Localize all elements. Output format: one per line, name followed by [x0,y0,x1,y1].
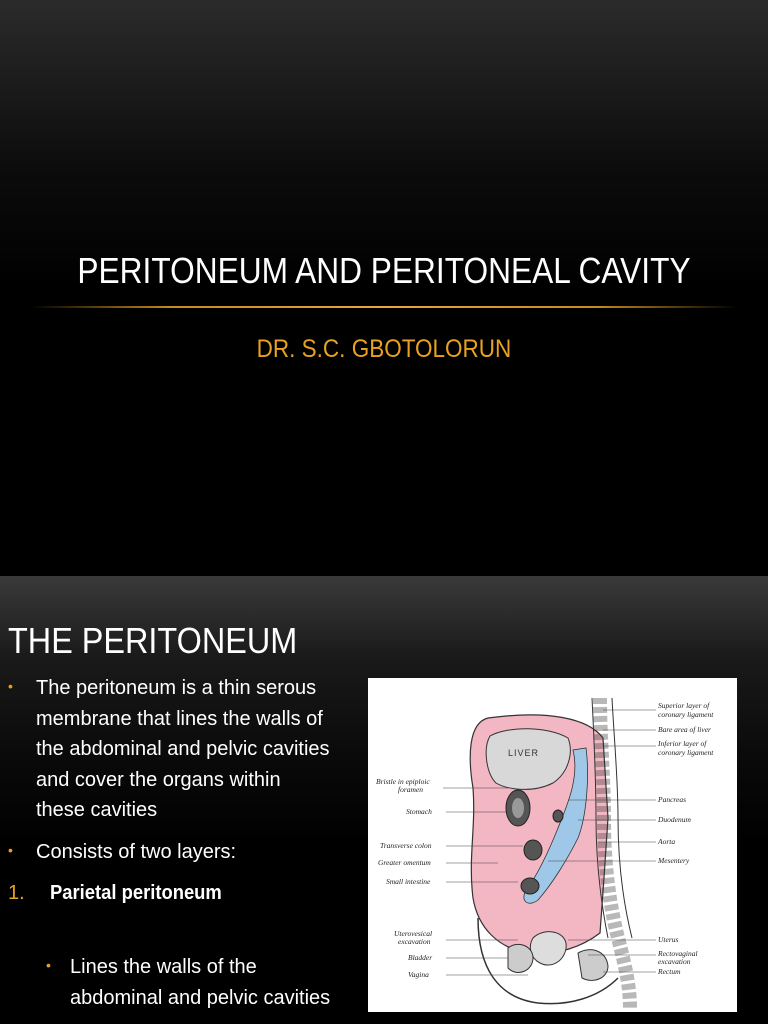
bullet-line: abdominal and pelvic cavities [70,986,331,1009]
label-excavation-2: excavation [658,957,691,966]
label-superior-layer: Superior layer of [658,701,710,710]
bullet-line: the abdominal and pelvic cavities [36,738,330,760]
colon-shape [524,840,542,860]
label-mesentery: Mesentery [658,856,690,865]
bullet-icon: • [8,678,13,694]
bullet-icon: • [46,957,51,973]
label-transverse-colon: Transverse colon [380,841,432,850]
label-greater-omentum: Greater omentum [378,858,431,867]
slide-title: PERITONEUM AND PERITONEAL CAVITY [77,250,691,291]
label-bristle: Bristle in epiploic [376,777,430,786]
label-aorta: Aorta [658,837,676,846]
pancreas-shape [553,810,563,822]
label-small-intestine: Small intestine [386,877,431,886]
bullet-line: and cover the organs within [36,768,281,791]
label-foramen: foramen [398,785,423,794]
label-coronary-ligament-2: coronary ligament [658,748,714,757]
label-rectum: Rectum [658,967,681,976]
label-coronary-ligament: coronary ligament [658,710,714,719]
bullet-line: Lines the walls of the [70,956,257,978]
bullet-line: these cavities [36,799,158,821]
bullet-line: The peritoneum is a thin serous [36,677,317,699]
bullet-text: Consists of two layers: [36,841,237,863]
label-vagina: Vagina [408,970,429,979]
bullet-icon: • [8,842,13,858]
bladder-shape [508,944,533,972]
stomach-lumen [512,798,524,818]
item-number: 1. [8,882,25,904]
label-bladder: Bladder [408,953,433,962]
slide-title: THE PERITONEUM [8,620,298,661]
small-intestine-shape [521,878,539,894]
spine-line [612,698,632,938]
label-bare-area: Bare area of liver [658,725,711,734]
title-divider [30,306,738,308]
label-stomach: Stomach [406,807,432,816]
diagram-svg [368,678,737,1012]
content-slide [0,576,768,1024]
label-excavation: excavation [398,937,431,946]
label-uterovesical: Uterovesical [394,929,433,938]
label-duodenum: Duodenum [658,815,691,824]
liver-label: LIVER [508,748,540,758]
bullet-line: membrane that lines the walls of [36,707,323,730]
label-rectovaginal: Rectovaginal [658,949,698,958]
rectum-shape [578,950,608,981]
label-pancreas: Pancreas [658,795,687,804]
label-uterus: Uterus [658,935,679,944]
item-text: Parietal peritoneum [50,882,222,904]
label-inferior-layer: Inferior layer of [658,739,707,748]
slide-subtitle: DR. S.C. GBOTOLORUN [256,335,512,363]
uterus-shape [530,932,566,965]
peritoneum-diagram [368,678,737,1012]
